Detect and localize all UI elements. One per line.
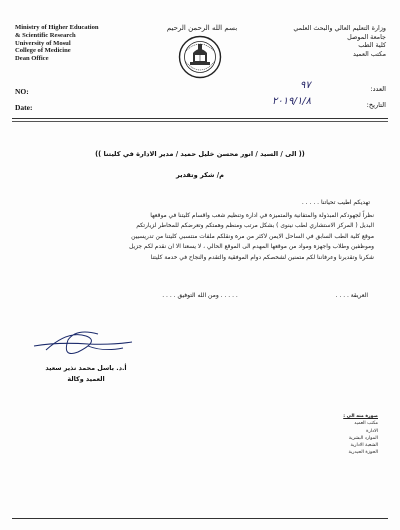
handwritten-reference-number: ٩٧ — [300, 80, 311, 91]
letterhead-line: كلية الطب — [358, 41, 386, 50]
body-line-tail: العريقة . . . . — [335, 293, 368, 299]
footer-divider — [12, 518, 388, 519]
addressee-line: (( الى / السيد / انور محسن خليل حميد / مدير الادارة في كليتنا )) — [95, 150, 305, 158]
copy-recipient: الشعبة الادارية — [350, 443, 378, 449]
copy-recipient: الموارد البشرية — [348, 435, 378, 441]
letterhead-line: وزارة التعليم العالي والبحث العلمي — [293, 24, 386, 32]
copies-heading: صورة منه الى : — [343, 414, 378, 419]
body-line: وموظفين وطلاب واجهزة ومواد من موقعها المهدم الى الموقع الحالي ، لا يسعنا الا ان نقدم لكم جزيل — [129, 244, 374, 251]
body-line: موقع كلية الطب السابق في الساحل الايمن لاكثر من مرة ونقلكم ملفات منتسبي كليتنا من تدريسيين — [131, 233, 374, 240]
letterhead-line: جامعة الموصل — [347, 32, 386, 41]
handwritten-date: ٢٠١٩/١/٨ — [272, 96, 311, 107]
date-label-en: Date: — [15, 103, 33, 112]
body-line: نظراً لجهودكم المبذولة والمتفانية والمتميزة في ادارة وتنظيم شعب واقسام كليتنا في موقعها — [150, 213, 374, 219]
bismillah: بسم الله الرحمن الرحيم — [166, 24, 238, 32]
date-label-ar: التاريخ: — [366, 101, 386, 109]
handwritten-signature — [28, 322, 138, 362]
copies-list — [288, 413, 378, 457]
letterhead-line: مكتب العميد — [353, 49, 386, 58]
subject-line: م/ شكر وتقدير — [176, 171, 224, 179]
letterhead-line: & Scientific Research — [15, 31, 76, 39]
closing-line: . . . . . ومن الله التوفيق . . . . — [162, 292, 238, 299]
university-seal-icon — [178, 35, 222, 79]
letter-body — [20, 211, 374, 263]
letterhead-line: University of Mosul — [15, 39, 71, 47]
header-divider-thin — [12, 121, 388, 122]
letterhead-line: Ministry of Higher Education — [15, 24, 99, 31]
copy-recipient: مكتب العميد — [354, 421, 378, 427]
letterhead-line: Dean Office — [15, 55, 49, 63]
letterhead-line: College of Medicine — [15, 47, 71, 55]
body-line: شكرنا وتقديرنا وعرفاننا لكم متمنين لشخصكم دوام الموفقية والتقدم والنجاح في خدمة كليتنا — [150, 254, 374, 261]
greeting-line: تهديكم اطيب تحياتنا . . . . . — [301, 199, 370, 206]
copy-recipient: الادارة — [366, 428, 378, 434]
copy-recipient: الحوزة الحيدرية — [348, 450, 378, 456]
number-label-ar: العدد: — [370, 85, 386, 93]
english-letterhead — [15, 24, 135, 63]
signer-title: العميد وكالة — [67, 375, 105, 383]
body-line: البديل ( المركز الاستشاري لطب نينوى ) بشكل مرتب ومنظم وهمتكم وتعرضكم للمخاطر لزيارتكم — [136, 223, 374, 230]
signer-name: أ.د. باسل محمد نذير سعيد — [45, 364, 127, 372]
header-divider — [12, 118, 388, 119]
arabic-letterhead — [276, 24, 386, 58]
number-label-en: NO: — [15, 87, 29, 96]
